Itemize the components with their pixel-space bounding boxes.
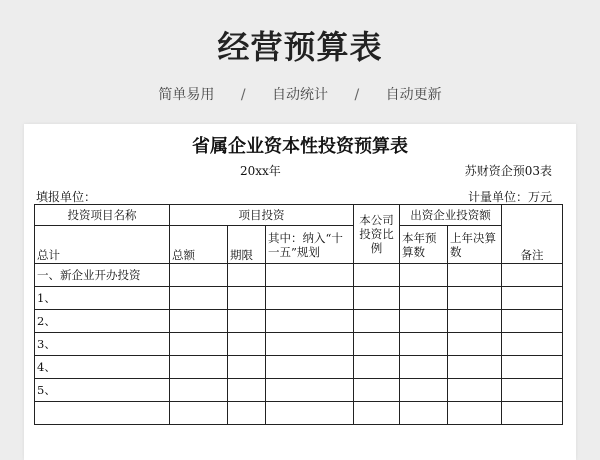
measurement-unit-label: 计量单位：万元 [467,190,552,204]
header-last-year: 上年决算数 [448,226,502,264]
row-label: 2、 [35,310,170,333]
header-company-ratio: 本公司投资比例 [354,205,400,264]
form-code: 苏财资企预03表 [464,164,552,178]
row-label: 1、 [35,287,170,310]
table-cell[interactable] [400,356,448,379]
document-title: 省属企业资本性投资预算表 [192,136,408,157]
table-row [35,310,563,333]
table-cell[interactable] [266,310,354,333]
table-cell[interactable] [228,264,266,287]
table-cell[interactable] [228,287,266,310]
table-cell[interactable] [170,356,228,379]
table-row [35,264,563,287]
table-cell[interactable] [354,333,400,356]
table-cell[interactable] [354,310,400,333]
table-cell[interactable] [228,379,266,402]
row-label: 一、新企业开办投资 [35,264,170,287]
header-remark: 备注 [502,205,563,264]
table-cell[interactable] [502,310,563,333]
table-row [35,287,563,310]
budget-table [34,204,563,425]
table-cell[interactable] [502,356,563,379]
header-amount: 总额 [170,226,228,264]
table-cell[interactable] [448,333,502,356]
table-cell[interactable] [266,264,354,287]
table-cell[interactable] [266,333,354,356]
table-cell[interactable] [354,402,400,425]
table-cell[interactable] [228,402,266,425]
table-cell[interactable] [354,356,400,379]
table-cell[interactable] [502,402,563,425]
header-row-2 [35,226,563,264]
feature-list [0,84,600,104]
header-project-investment: 项目投资 [170,205,354,226]
document-year: 20xx年 [240,164,281,178]
row-label [35,402,170,425]
table-cell[interactable] [266,402,354,425]
reporting-unit-label: 填报单位： [36,190,97,204]
table-cell[interactable] [448,379,502,402]
table-cell[interactable] [502,379,563,402]
table-row [35,356,563,379]
header-plan: 其中：纳入“十一五”规划 [266,226,354,264]
table-cell[interactable] [448,264,502,287]
table-cell[interactable] [400,333,448,356]
header-period: 期限 [228,226,266,264]
feature-separator: / [240,87,246,103]
table-cell[interactable] [228,310,266,333]
table-row [35,379,563,402]
header-total: 总计 [35,226,170,264]
table-cell[interactable] [266,356,354,379]
table-cell[interactable] [502,264,563,287]
feature-separator: / [354,87,360,103]
table-cell[interactable] [448,287,502,310]
budget-sheet [24,124,576,460]
table-cell[interactable] [354,379,400,402]
table-cell[interactable] [448,310,502,333]
header-current-year: 本年预算数 [400,226,448,264]
table-cell[interactable] [266,379,354,402]
table-cell[interactable] [502,287,563,310]
table-cell[interactable] [400,264,448,287]
feature-auto-update: 自动更新 [385,87,442,103]
row-label: 3、 [35,333,170,356]
table-cell[interactable] [228,356,266,379]
table-cell[interactable] [400,379,448,402]
table-cell[interactable] [170,287,228,310]
page-title: 经营预算表 [217,28,383,66]
table-cell[interactable] [228,333,266,356]
table-cell[interactable] [354,264,400,287]
table-cell[interactable] [266,287,354,310]
table-row [35,333,563,356]
header-equity-investment: 出资企业投资额 [400,205,502,226]
table-cell[interactable] [400,310,448,333]
feature-auto-stats: 自动统计 [272,87,328,103]
header-project-name: 投资项目名称 [35,205,170,226]
table-cell[interactable] [170,310,228,333]
feature-easy: 简单易用 [158,87,215,103]
table-cell[interactable] [502,333,563,356]
table-cell[interactable] [400,287,448,310]
row-label: 5、 [35,379,170,402]
table-cell[interactable] [170,333,228,356]
row-label: 4、 [35,356,170,379]
table-cell[interactable] [170,379,228,402]
header-row-1 [35,205,563,226]
table-row [35,402,563,425]
table-cell[interactable] [448,356,502,379]
table-cell[interactable] [354,287,400,310]
table-cell[interactable] [448,402,502,425]
table-cell[interactable] [170,264,228,287]
table-cell[interactable] [170,402,228,425]
table-cell[interactable] [400,402,448,425]
